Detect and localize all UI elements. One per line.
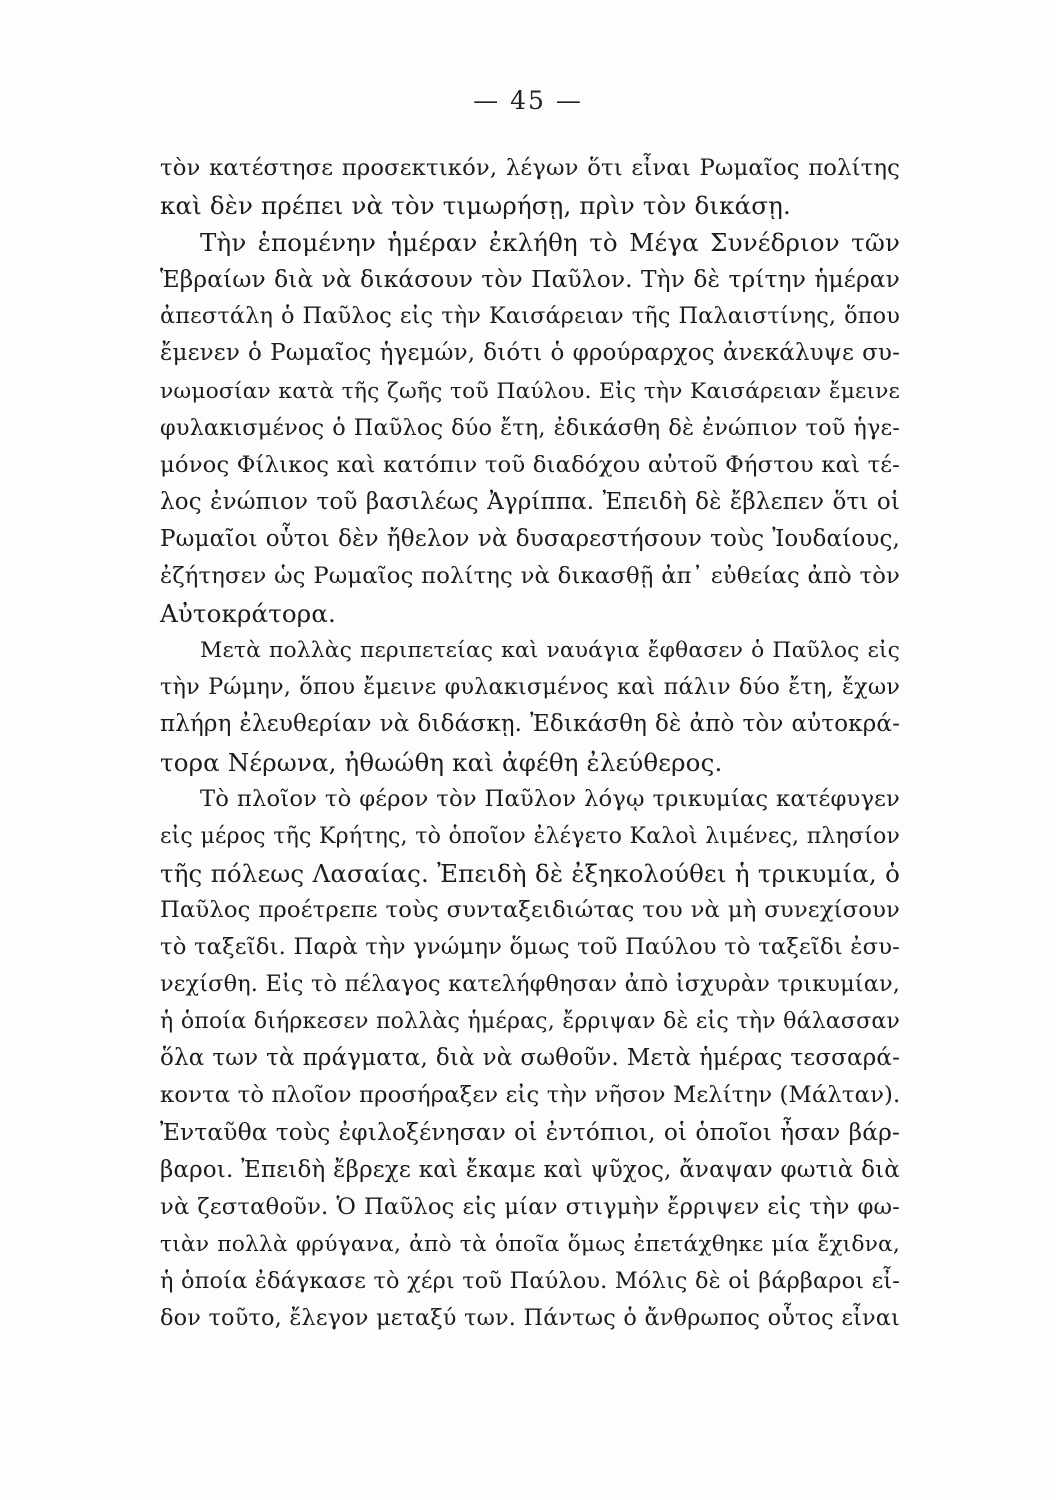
text-line: Παῦλος προέτρεπε τοὺς συνταξειδιώτας του νὰ μὴ συνεχίσουν	[160, 896, 900, 923]
text-line: Ἐνταῦθα τοὺς ἐφιλοξένησαν οἱ ἐντόπιοι, οἱ ὁποῖοι ἦσαν βάρ-	[160, 1119, 900, 1147]
text-line: Μετὰ πολλὰς περιπετείας καὶ ναυάγια ἔφθασεν ὁ Παῦλος εἰς	[200, 638, 900, 664]
text-line: τιὰν πολλὰ φρύγανα, ἀπὸ τὰ ὁποῖα ὅμως ἐπετάχθηκε μία ἔχιδνα,	[160, 1231, 900, 1257]
text-line: τῆς πόλεως Λασαίας. Ἐπειδὴ δὲ ἐξηκολούθει ἡ τρικυμία, ὁ	[160, 858, 900, 888]
text-line: τὸν κατέστησε προσεκτικόν, λέγων ὅτι εἶναι Ρωμαῖος πολίτης	[160, 155, 900, 181]
page-number: — 45 —	[473, 86, 583, 115]
text-line: Ρωμαῖοι οὗτοι δὲν ἤθελον νὰ δυσαρεστήσουν τοὺς Ἰουδαίους,	[160, 525, 900, 552]
text-line: τορα Νέρωνα, ἠθωώθη καὶ ἀφέθη ἐλεύθερος.	[160, 747, 723, 777]
text-line: ὅλα των τὰ πράγματα, διὰ νὰ σωθοῦν. Μετὰ ἡμέρας τεσσαρά-	[160, 1045, 900, 1072]
text-line: νωμοσίαν κατὰ τῆς ζωῆς τοῦ Παύλου. Εἰς τὴν Καισάρειαν ἔμεινε	[160, 378, 900, 404]
text-line: τὴν Ρώμην, ὅπου ἔμεινε φυλακισμένος καὶ πάλιν δύο ἔτη, ἔχων	[160, 674, 900, 701]
text-line: τὸ ταξεῖδι. Παρὰ τὴν γνώμην ὅμως τοῦ Παύλου τὸ ταξεῖδι ἐσυ-	[160, 933, 900, 960]
text-line: δον τοῦτο, ἔλεγον μεταξύ των. Πάντως ὁ ἄνθρωπος οὗτος εἶναι	[160, 1304, 900, 1331]
text-line: ἡ ὁποία διήρκεσεν πολλὰς ἡμέρας, ἔρριψαν δὲ εἰς τὴν θάλασσαν	[160, 1008, 900, 1035]
text-line: Αὐτοκράτορα.	[160, 599, 336, 629]
text-line: ἡ ὁποία ἐδάγκασε τὸ χέρι τοῦ Παύλου. Μόλις δὲ οἱ βάρβαροι εἶ-	[160, 1267, 900, 1294]
text-line: κοντα τὸ πλοῖον προσήραξεν εἰς τὴν νῆσον Μελίτην (Μάλταν).	[160, 1082, 901, 1109]
text-line: πλήρη ἐλευθερίαν νὰ διδάσκῃ. Ἐδικάσθη δὲ ἀπὸ τὸν αὐτοκρά-	[160, 711, 900, 738]
text-line: Τὸ πλοῖον τὸ φέρον τὸν Παῦλον λόγῳ τρικυμίας κατέφυγεν	[200, 785, 900, 812]
text-line: Τὴν ἑπομένην ἡμέραν ἐκλήθη τὸ Μέγα Συνέδριον τῶν	[200, 228, 900, 258]
text-line: ἐζήτησεν ὡς Ρωμαῖος πολίτης νὰ δικασθῇ ἀπ᾿ εὐθείας ἀπὸ τὸν	[160, 563, 900, 590]
text-line: εἰς μέρος τῆς Κρήτης, τὸ ὁποῖον ἐλέγετο Καλοὶ λιμένες, πλησίον	[160, 822, 900, 849]
text-line: Ἑβραίων διὰ νὰ δικάσουν τὸν Παῦλον. Τὴν δὲ τρίτην ἡμέραν	[160, 266, 900, 294]
text-line: φυλακισμένος ὁ Παῦλος δύο ἔτη, ἐδικάσθη δὲ ἐνώπιον τοῦ ἡγε-	[160, 414, 900, 441]
text-line: βαροι. Ἐπειδὴ ἔβρεχε καὶ ἔκαμε καὶ ψῦχος, ἄναψαν φωτιὰ διὰ	[160, 1156, 900, 1183]
text-line: ἀπεστάλη ὁ Παῦλος εἰς τὴν Καισάρειαν τῆς Παλαιστίνης, ὅπου	[160, 303, 900, 330]
paragraph	[160, 781, 900, 1337]
paragraph	[160, 632, 900, 780]
text-line: καὶ δὲν πρέπει νὰ τὸν τιμωρήσῃ, πρὶν τὸν δικάσῃ.	[160, 191, 791, 221]
text-line: ἔμενεν ὁ Ρωμαῖος ἡγεμών, διότι ὁ φρούραρχος ἀνεκάλυψε συ-	[160, 340, 900, 367]
paragraph	[160, 150, 900, 224]
paragraph	[160, 224, 900, 632]
text-line: μόνος Φίλικος καὶ κατόπιν τοῦ διαδόχου αὐτοῦ Φήστου καὶ τέ-	[160, 451, 900, 478]
text-line: νεχίσθη. Εἰς τὸ πέλαγος κατελήφθησαν ἀπὸ ἰσχυρὰν τρικυμίαν,	[160, 971, 900, 998]
text-line: λος ἐνώπιον τοῦ βασιλέως Ἀγρίππα. Ἐπειδὴ δὲ ἔβλεπεν ὅτι οἱ	[160, 488, 900, 515]
text-line: νὰ ζεσταθοῦν. Ὁ Παῦλος εἰς μίαν στιγμὴν ἔρριψεν εἰς τὴν φω-	[160, 1193, 900, 1220]
body-text	[160, 150, 900, 1337]
